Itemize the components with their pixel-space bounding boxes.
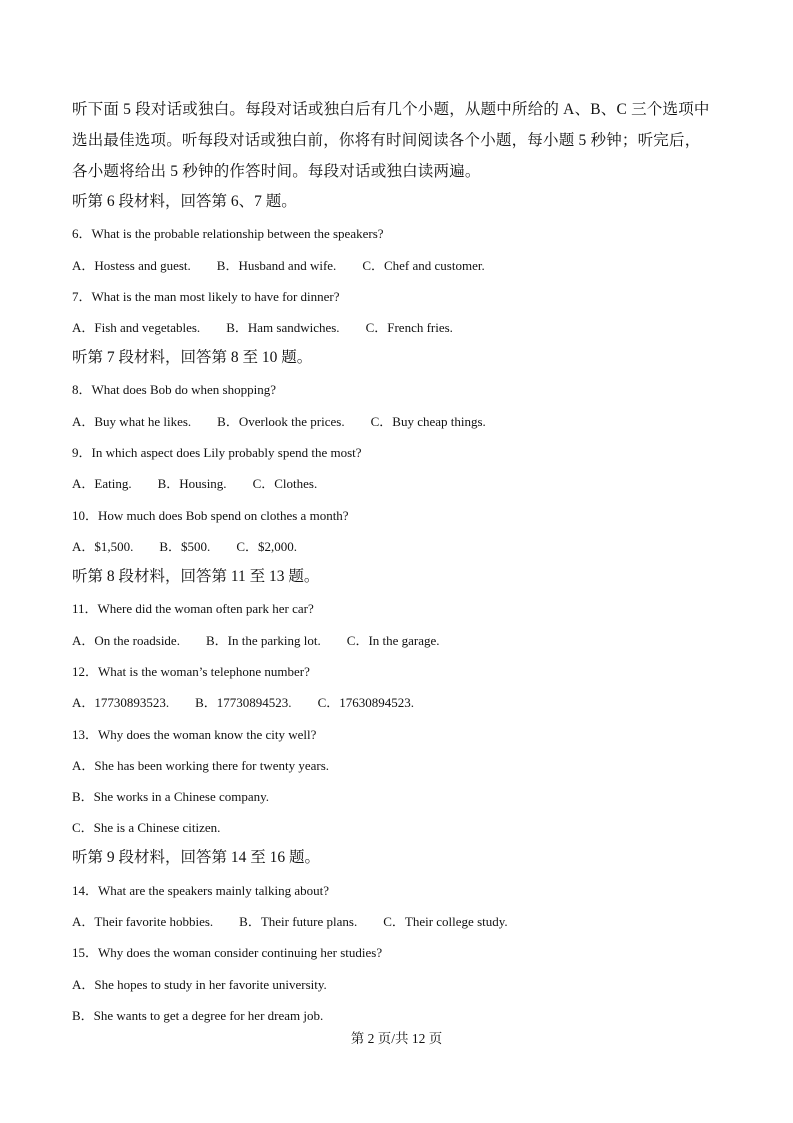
question-text: 13．Why does the woman know the city well?	[72, 727, 317, 742]
option-c[interactable]: C．Chef and customer.	[362, 258, 485, 273]
options-row	[72, 630, 466, 649]
option-a[interactable]: A．Hostess and guest.	[72, 258, 191, 273]
option-c[interactable]: C．She is a Chinese citizen.	[72, 820, 221, 835]
options-row	[72, 317, 479, 336]
question-text: 6．What is the probable relationship between the speakers?	[72, 226, 384, 241]
option-c[interactable]: C．Buy cheap things.	[370, 414, 486, 429]
question-text: 7．What is the man most likely to have for dinner?	[72, 289, 340, 304]
question-text: 11．Where did the woman often park her car?	[72, 601, 314, 616]
question-text: 15．Why does the woman consider continuing her studies?	[72, 945, 383, 960]
option-a[interactable]: A．Fish and vegetables.	[72, 320, 201, 335]
page-number: 第 2 页/共 12 页	[350, 1031, 443, 1046]
section-heading: 听第 9 段材料，回答第 14 至 16 题。	[72, 849, 321, 866]
option-b[interactable]: B．Ham sandwiches.	[226, 320, 340, 335]
option-a[interactable]: A．Buy what he likes.	[72, 414, 192, 429]
option-b[interactable]: B．Overlook the prices.	[217, 414, 345, 429]
options-row	[72, 255, 511, 274]
option-c[interactable]: C．Their college study.	[383, 914, 508, 929]
option-b[interactable]: B．Housing.	[157, 476, 227, 491]
option-b[interactable]: B．17730894523.	[195, 695, 292, 710]
option-b[interactable]: B．In the parking lot.	[205, 633, 321, 648]
option-b[interactable]: B．Their future plans.	[239, 914, 358, 929]
instructions-line: 选出最佳选项。听每段对话或独白前，你将有时间阅读各个小题，每小题 5 秒钟；听完后，	[72, 132, 701, 149]
question-text: 12．What is the woman’s telephone number?	[72, 664, 310, 679]
question-text: 8．What does Bob do when shopping?	[72, 382, 277, 397]
option-a[interactable]: A．On the roadside.	[72, 633, 180, 648]
option-a[interactable]: A．Their favorite hobbies.	[72, 914, 214, 929]
instructions-line: 听下面 5 段对话或独白。每段对话或独白后有几个小题，从题中所给的 A、B、C 三个选项中	[72, 101, 710, 118]
option-b[interactable]: B．$500.	[159, 539, 211, 554]
options-row	[72, 411, 512, 430]
section-heading: 听第 6 段材料，回答第 6、7 题。	[72, 193, 297, 210]
section-heading: 听第 7 段材料，回答第 8 至 10 题。	[72, 349, 313, 366]
instructions-line: 各小题将给出 5 秒钟的作答时间。每段对话或独白读两遍。	[72, 163, 481, 180]
option-c[interactable]: C．Clothes.	[252, 476, 318, 491]
option-a[interactable]: A．$1,500.	[72, 539, 134, 554]
question-text: 14．What are the speakers mainly talking about?	[72, 883, 330, 898]
question-text: 10．How much does Bob spend on clothes a month?	[72, 508, 349, 523]
options-row	[72, 473, 343, 492]
option-c[interactable]: C．$2,000.	[236, 539, 297, 554]
option-a[interactable]: A．She hopes to study in her favorite university.	[72, 977, 327, 992]
options-row	[72, 692, 440, 711]
option-c[interactable]: C．In the garage.	[346, 633, 440, 648]
option-c[interactable]: C．17630894523.	[317, 695, 414, 710]
option-c[interactable]: C．French fries.	[365, 320, 453, 335]
options-row	[72, 911, 534, 930]
option-a[interactable]: A．Eating.	[72, 476, 132, 491]
options-row	[72, 536, 323, 555]
option-b[interactable]: B．She wants to get a degree for her dream job.	[72, 1008, 324, 1023]
option-b[interactable]: B．Husband and wife.	[216, 258, 337, 273]
option-a[interactable]: A．17730893523.	[72, 695, 170, 710]
option-a[interactable]: A．She has been working there for twenty years.	[72, 758, 330, 773]
section-heading: 听第 8 段材料，回答第 11 至 13 题。	[72, 568, 320, 585]
option-b[interactable]: B．She works in a Chinese company.	[72, 789, 270, 804]
question-text: 9．In which aspect does Lily probably spend the most?	[72, 445, 362, 460]
instructions	[72, 94, 732, 187]
